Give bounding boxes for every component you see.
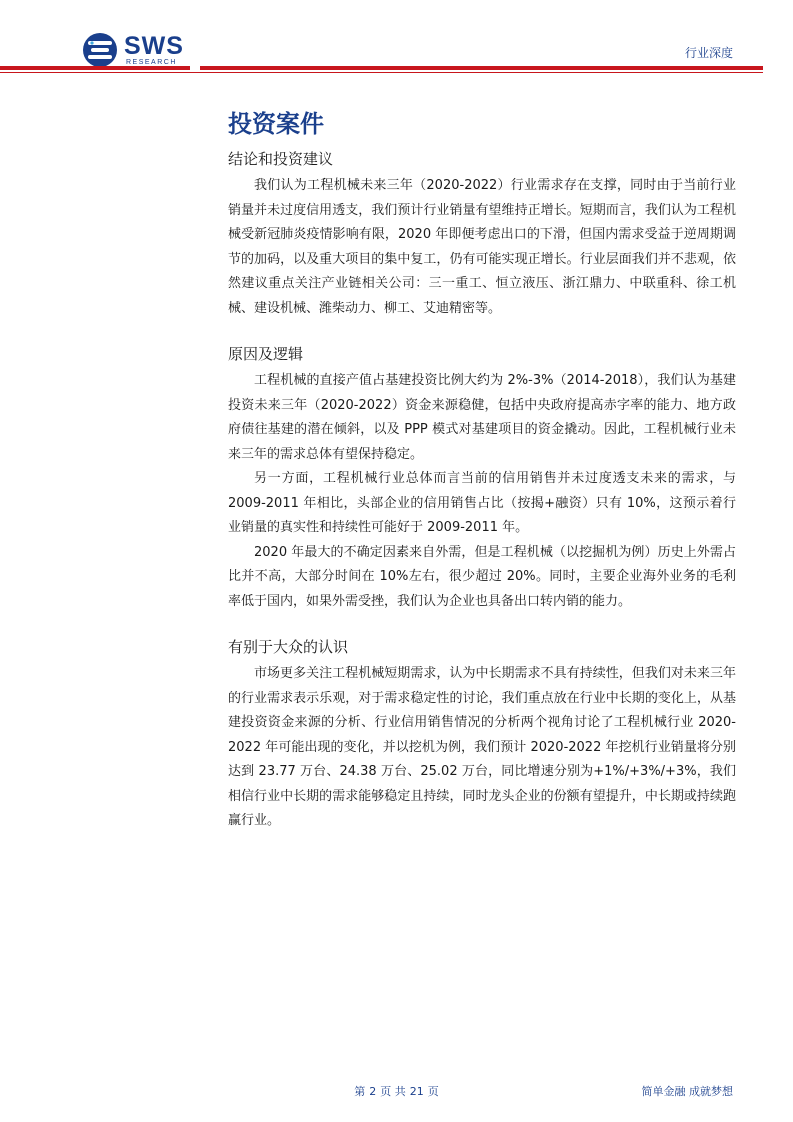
section-heading-differentiated-view: 有别于大众的认识 <box>228 638 349 656</box>
header-rule-right <box>200 66 763 70</box>
page-header <box>0 0 793 80</box>
header-rule-left <box>0 66 190 70</box>
logo-subtext: RESEARCH <box>126 58 177 66</box>
paragraph: 我们认为工程机械未来三年（2020-2022）行业需求存在支撑，同时由于当前行业销量并未过度信用透支，我们预计行业销量有望维持正增长。短期而言，我们认为工程机械受新冠肺炎疫情影响有限，2020 年即便考虑出口的下滑，但国内需求受益于逆周期调节的加码，以及重大项目的集中复工，仍有可能实现正增长。行业层面我们并不悲观，依然建议重点关注产业链相关公司：三一重工、恒立液压、浙江鼎力、中联重科、徐工机械、建设机械、潍柴动力、柳工、艾迪精密等。 <box>228 178 736 316</box>
report-body <box>228 106 736 834</box>
footer-slogan: 简单金融 成就梦想 <box>641 1085 733 1098</box>
current-page: 2 <box>369 1085 377 1098</box>
page-number: 第 2 页 共 21 页 <box>354 1085 439 1098</box>
header-rule-thin <box>0 72 763 73</box>
sws-logo-icon <box>82 32 118 68</box>
paragraph: 市场更多关注工程机械短期需求，认为中长期需求不具有持续性，但我们对未来三年的行业需求表示乐观，对于需求稳定性的讨论，我们重点放在行业中长期的变化上，从基建投资资金来源的分析、行业信用销售情况的分析两个视角讨论了工程机械行业 2020-2022 年可能出现的变化，并以挖机为例，我们预计 2020-2022 年挖机行业销量将分别达到 23.77 万台、24.38 万台、25.02 万台，同比增速分别为+1%/+3%/+3%，我们相信行业中长期的需求能够稳定且持续，同时龙头企业的份额有望提升，中长期或持续跑赢行业。 <box>228 666 736 828</box>
paragraph: 2020 年最大的不确定因素来自外需，但是工程机械（以挖掘机为例）历史上外需占比并不高，大部分时间在 10%左右，很少超过 20%。同时，主要企业海外业务的毛利率低于国内，如果外需受挫，我们认为企业也具备出口转内销的能力。 <box>228 544 736 609</box>
section-heading-conclusion: 结论和投资建议 <box>228 150 334 168</box>
paragraph: 工程机械的直接产值占基建投资比例大约为 2%-3%（2014-2018），我们认为基建投资未来三年（2020-2022）资金来源稳健，包括中央政府提高赤字率的能力、地方政府债往基建的潜在倾斜，以及 PPP 模式对基建项目的资金撬动。因此，工程机械行业未来三年的需求总体有望保持稳定。 <box>228 373 736 462</box>
total-pages: 21 <box>409 1085 424 1098</box>
page-title: 投资案件 <box>228 110 324 138</box>
company-logo <box>82 32 184 68</box>
report-type-label: 行业深度 <box>684 46 733 60</box>
logo-wordmark: SWS <box>124 31 184 60</box>
paragraph: 另一方面，工程机械行业总体而言当前的信用销售并未过度透支未来的需求，与2009-2011 年相比，头部企业的信用销售占比（按揭+融资）只有 10%，这预示着行业销量的真实性和持续性可能好于 2009-2011 年。 <box>228 471 736 535</box>
section-heading-reasons: 原因及逻辑 <box>228 345 304 363</box>
